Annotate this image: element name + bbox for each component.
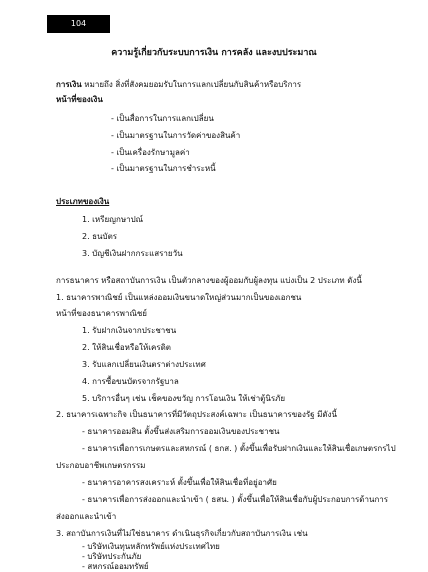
commercial-duty-item: 4. การซื้อขนบัตรจากรัฐบาล bbox=[82, 377, 179, 386]
non-bank-item: - สหกรณ์ออมทรัพย์ bbox=[82, 562, 149, 571]
non-bank-item: - บริษัทประกันภัย bbox=[82, 552, 142, 561]
specialized-continuation: ส่งออกและนำเข้า bbox=[56, 512, 117, 521]
money-definition bbox=[56, 80, 301, 90]
specialized-bank: 2. ธนาคารเฉพาะกิจ เป็นธนาคารที่มีวัตถุประสงค์เฉพาะ เป็นธนาคารของรัฐ มีดังนี้ bbox=[56, 410, 337, 419]
non-bank-institutions: 3. สถาบันการเงินที่ไม่ใช่ธนาคาร ดำเนินธุรกิจเกี่ยวกับสถาบันการเงิน เช่น bbox=[56, 529, 308, 538]
commercial-duty-item: 2. ให้สินเชื่อหรือให้เครดิต bbox=[82, 343, 172, 352]
specialized-item: - ธนาคารออมสิน ตั้งขึ้นส่งเสริมการออมเงินของประชาชน bbox=[82, 427, 280, 436]
money-function-item: - เป็นสื่อการในการแลกเปลี่ยน bbox=[111, 114, 214, 123]
specialized-item: - ธนาคารอาคารสงเคราะห์ ตั้งขึ้นเพื่อให้สินเชื่อที่อยู่อาศัย bbox=[82, 478, 277, 487]
money-function-item: - เป็นเครื่องรักษามูลค่า bbox=[111, 148, 190, 157]
money-definition-term: การเงิน bbox=[56, 80, 82, 89]
page-number: 104 bbox=[47, 15, 110, 33]
commercial-bank: 1. ธนาคารพาณิชย์ เป็นแหล่งออมเงินขนาดใหญ่ส่วนมากเป็นของเอกชน bbox=[56, 293, 302, 302]
money-types-heading: ประเภทของเงิน bbox=[56, 197, 110, 206]
money-function-item: - เป็นมาตรฐานในการวัดค่าของสินค้า bbox=[111, 131, 241, 140]
money-function-item: - เป็นมาตรฐานในการชำระหนี้ bbox=[111, 164, 216, 173]
commercial-duties-heading: หน้าที่ของธนาคารพาณิชย์ bbox=[56, 309, 147, 318]
money-type-item: 2. ธนบัตร bbox=[82, 232, 118, 241]
specialized-item: - ธนาคารเพื่อการเกษตรและสหกรณ์ ( ธกส. ) ตั้งขึ้นเพื่อรับฝากเงินและให้สินเชื่อเกษตรกรไป bbox=[82, 444, 396, 453]
page-title: ความรู้เกี่ยวกับระบบการเงิน การคลัง และงบประมาณ bbox=[111, 48, 317, 58]
specialized-item: - ธนาคารเพื่อการส่งออกและนำเข้า ( ธสน. ) ตั้งขึ้นเพื่อให้สินเชื่อกับผู้ประกอบการด้านการ bbox=[82, 495, 389, 504]
commercial-duty-item: 5. บริการอื่นๆ เช่น เช็คของขวัญ การโอนเงิน ให้เช่าตู้นิรภัย bbox=[82, 394, 286, 403]
money-type-item: 1. เหรียญกษาปณ์ bbox=[82, 215, 144, 224]
money-definition-text: หมายถึง สิ่งที่สังคมยอมรับในการแลกเปลี่ยนกับสินค้าหรือบริการ bbox=[84, 80, 302, 89]
money-functions-heading: หน้าที่ของเงิน bbox=[56, 95, 103, 104]
commercial-duty-item: 3. รับแลกเปลี่ยนเงินตราต่างประเทศ bbox=[82, 360, 206, 369]
institutions-intro: การธนาคาร หรือสถาบันการเงิน เป็นตัวกลางของผู้ออมกับผู้ลงทุน แบ่งเป็น 2 ประเภท ดังนี้ bbox=[56, 276, 362, 285]
money-type-item: 3. บัญชีเงินฝากกระแสรายวัน bbox=[82, 249, 183, 258]
specialized-continuation: ประกอบอาชีพเกษตรกรรม bbox=[56, 461, 146, 470]
non-bank-item: - บริษัทเงินทุนหลักทรัพย์แห่งประเทศไทย bbox=[82, 542, 220, 551]
commercial-duty-item: 1. รับฝากเงินจากประชาชน bbox=[82, 326, 177, 335]
